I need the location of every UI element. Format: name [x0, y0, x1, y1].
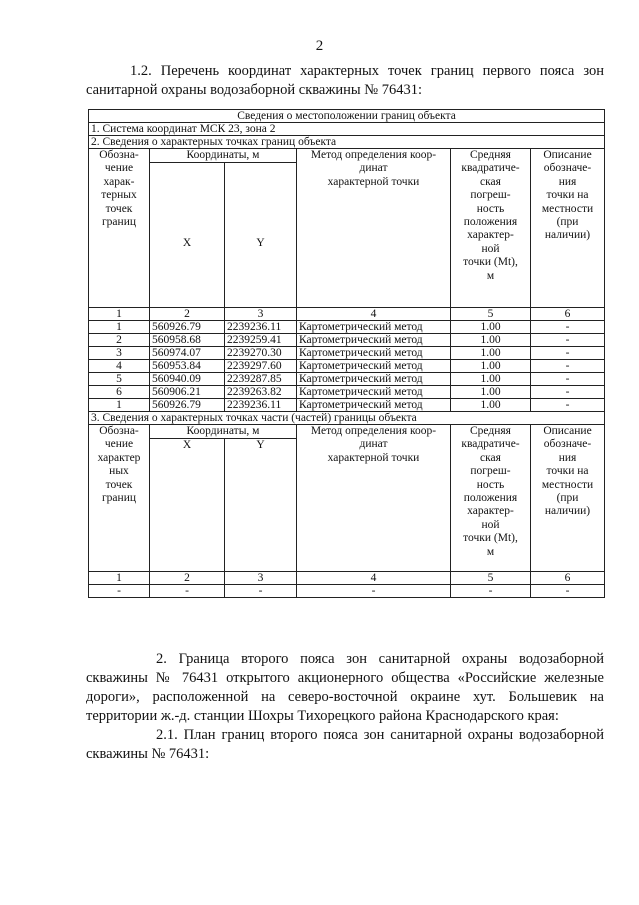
point-number: 5 — [89, 373, 150, 386]
coord-y: 2239236.11 — [225, 321, 297, 334]
table-row — [89, 399, 605, 412]
description: - — [531, 386, 605, 399]
column-number: 2 — [150, 572, 225, 585]
table-row — [89, 360, 605, 373]
coord-y: 2239263.82 — [225, 386, 297, 399]
table-row — [89, 386, 605, 399]
method: Картометрический метод — [297, 347, 451, 360]
header-coordinates: Координаты, м — [150, 425, 297, 439]
column-number: 4 — [297, 572, 451, 585]
point-number: 1 — [89, 321, 150, 334]
column-number: 4 — [297, 308, 451, 321]
method: Картометрический метод — [297, 386, 451, 399]
header-y: Y — [225, 163, 297, 308]
table-title: Сведения о местоположении границ объекта — [89, 110, 605, 123]
header-method: Метод определения коор- динат характерной точки — [297, 425, 451, 572]
error-mt: 1.00 — [451, 334, 531, 347]
method: Картометрический метод — [297, 399, 451, 412]
description: - — [531, 334, 605, 347]
column-number: 1 — [89, 308, 150, 321]
error-mt: 1.00 — [451, 399, 531, 412]
coord-x: 560926.79 — [150, 399, 225, 412]
coordinates-table — [88, 109, 605, 598]
coord-x: 560958.68 — [150, 334, 225, 347]
error-mt: 1.00 — [451, 360, 531, 373]
coord-x: 560906.21 — [150, 386, 225, 399]
coord-y: 2239297.60 — [225, 360, 297, 373]
section-part-boundary-points: 3. Сведения о характерных точках части (частей) границы объекта — [89, 412, 605, 425]
method: Картометрический метод — [297, 334, 451, 347]
description: - — [531, 321, 605, 334]
method: Картометрический метод — [297, 321, 451, 334]
description: - — [531, 360, 605, 373]
header-point-designation: Обозна- чение харак- терных точек границ — [89, 149, 150, 308]
method: Картометрический метод — [297, 360, 451, 373]
point-number: 3 — [89, 347, 150, 360]
paragraph-plan: 2.1. План границ второго пояса зон санитарной охраны водозаборной скважины № 76431: — [86, 727, 604, 762]
table-row — [89, 347, 605, 360]
empty-cell: - — [531, 585, 605, 598]
coord-y: 2239287.85 — [225, 373, 297, 386]
empty-cell: - — [225, 585, 297, 598]
description: - — [531, 373, 605, 386]
header-coordinates: Координаты, м — [150, 149, 297, 163]
column-number: 6 — [531, 572, 605, 585]
header-point-designation: Обозна- чение характер ных точек границ — [89, 425, 150, 572]
column-number: 2 — [150, 308, 225, 321]
error-mt: 1.00 — [451, 386, 531, 399]
empty-cell: - — [150, 585, 225, 598]
coord-x: 560940.09 — [150, 373, 225, 386]
empty-cell: - — [297, 585, 451, 598]
empty-cell: - — [451, 585, 531, 598]
coord-x: 560926.79 — [150, 321, 225, 334]
column-number: 5 — [451, 572, 531, 585]
header-y: Y — [225, 439, 297, 572]
column-number: 6 — [531, 308, 605, 321]
coord-y: 2239236.11 — [225, 399, 297, 412]
table-row — [89, 321, 605, 334]
point-number: 6 — [89, 386, 150, 399]
header-x: X — [150, 439, 225, 572]
error-mt: 1.00 — [451, 373, 531, 386]
description: - — [531, 399, 605, 412]
description: - — [531, 347, 605, 360]
table-row — [89, 334, 605, 347]
column-number: 1 — [89, 572, 150, 585]
header-description: Описание обозначе- ния точки на местности (при наличии) — [531, 149, 605, 308]
table-row — [89, 373, 605, 386]
coord-y: 2239270.30 — [225, 347, 297, 360]
intro-paragraph: 1.2. Перечень координат характерных точек границ первого пояса зон санитарной охраны водозаборной скважины № 76431: — [86, 63, 604, 98]
header-method: Метод определения коор- динат характерной точки — [297, 149, 451, 308]
coord-x: 560974.07 — [150, 347, 225, 360]
coord-x: 560953.84 — [150, 360, 225, 373]
section-coordinate-system: 1. Система координат МСК 23, зона 2 — [89, 123, 605, 136]
empty-cell: - — [89, 585, 150, 598]
method: Картометрический метод — [297, 373, 451, 386]
column-number: 3 — [225, 308, 297, 321]
section-boundary-points: 2. Сведения о характерных точках границ объекта — [89, 136, 605, 149]
point-number: 2 — [89, 334, 150, 347]
header-error: Средняя квадратиче- ская погреш- ность положения характер- ной точки (Mt), м — [451, 149, 531, 308]
paragraph-second-belt: 2. Граница второго пояса зон санитарной охраны водозаборной скважины № 76431 открытого акционерного общества «Российские железные дороги», расположенной на северо-восточной окраине хут. Большевик на территории ж.-д. станции Шохры Тихорецкого района Краснодарского края: — [86, 651, 604, 724]
header-description: Описание обозначе- ния точки на местности (при наличии) — [531, 425, 605, 572]
column-number: 5 — [451, 308, 531, 321]
header-x: X — [150, 163, 225, 308]
table-row — [89, 585, 605, 598]
error-mt: 1.00 — [451, 321, 531, 334]
header-error: Средняя квадратиче- ская погреш- ность положения характер- ной точки (Mt), м — [451, 425, 531, 572]
coord-y: 2239259.41 — [225, 334, 297, 347]
page-number: 2 — [315, 38, 324, 54]
point-number: 1 — [89, 399, 150, 412]
point-number: 4 — [89, 360, 150, 373]
error-mt: 1.00 — [451, 347, 531, 360]
column-number: 3 — [225, 572, 297, 585]
